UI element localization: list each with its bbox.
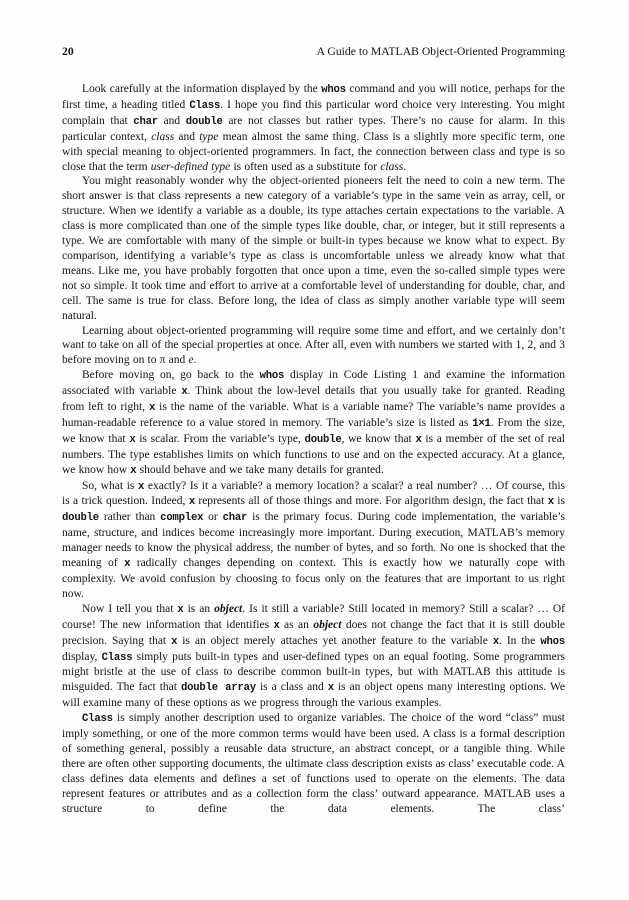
text-run: is scalar. From the variable’s type, xyxy=(135,432,305,445)
text-run: is a member of the set of real numbers. The type establishes limits on which functions to use and on the expected accuracy. At a glance, we know how xyxy=(62,432,565,476)
code-term: x xyxy=(181,386,188,399)
text-run: radically changes depending on context. This is exactly how we naturally cope with complexity. We avoid confusion by choosing to focus only on the features that are important to us right now. xyxy=(62,557,565,600)
page-body xyxy=(62,82,565,817)
code-term: x xyxy=(273,619,280,632)
text-run: , we know that xyxy=(341,432,416,445)
code-term: complex xyxy=(160,512,204,525)
bold-italic-term: object xyxy=(313,618,342,631)
code-term: whos xyxy=(259,370,285,383)
running-title: A Guide to MATLAB Object-Oriented Programming xyxy=(316,45,565,58)
text-run: display in Code Listing 1 and examine the information associated with variable xyxy=(62,369,566,398)
code-term: 1×1 xyxy=(472,417,491,430)
page-number: 20 xyxy=(62,45,74,58)
text-run: command and you will notice, perhaps for the first time, a heading titled xyxy=(62,83,565,111)
text-run: does not change the fact that it is still double precision. Saying that xyxy=(62,618,565,647)
text-run: is the primary focus. During code implementation, the variable’s name, structure, and indices become increasingly more important. During execution, MATLAB’s memory manager needs to know the physical address, the number of bytes, and so forth. No one is shocked that the meaning of xyxy=(62,511,565,570)
text-run: is an object opens many interesting options. We will examine many of these options as we progress through the various examples. xyxy=(62,681,566,710)
text-run: So, what is xyxy=(82,479,139,492)
text-run: is an object merely attaches yet another feature to the variable xyxy=(177,634,493,647)
paragraph xyxy=(62,82,565,174)
code-term: x xyxy=(129,433,136,446)
text-run: are not classes but rather types. There’s no cause for alarm. In this particular context, xyxy=(62,114,566,143)
code-term: Class xyxy=(101,651,133,664)
text-run: Now I tell you that xyxy=(82,602,178,615)
text-run: is simply another description used to organize variables. The choice of the word “class” must imply something, or one of the more common terms would have been used. A class is a formal description of something general, possibly a reusable data structure, an abstract concept, or a tangible thing. While there are often other supporting documents, the ultimate class description exists as class’ executable code. A class defines data elements and defines a set of functions used to operate on the elements. The data represent features or attributes and as a collection form the class’ outward appearance. MATLAB uses a structure to define the data elements. The class’ xyxy=(62,712,565,815)
text-run: . Think about the low-level details that you usually take for granted. Reading from left to right, xyxy=(62,385,565,414)
paragraph xyxy=(62,711,565,816)
code-term: double xyxy=(304,433,342,446)
text-run: represents all of those things and more. For algorithm design, the fact that xyxy=(194,495,548,508)
code-term: x xyxy=(138,480,145,493)
italic-term: class xyxy=(380,160,404,173)
text-run: exactly? Is it a variable? a memory location? a scalar? a real number? … Of course, this is a trick question. Indeed, xyxy=(62,479,565,508)
code-term: Class xyxy=(189,99,221,112)
code-term: double xyxy=(62,512,99,525)
text-run: as an xyxy=(279,618,314,631)
code-term: whos xyxy=(540,635,565,648)
code-term: double array xyxy=(180,682,256,695)
text-run: . In the xyxy=(498,634,541,647)
text-run: display, xyxy=(62,650,102,663)
text-run: simply puts built-in types and user-defined types on an equal footing. Some programmers might bristle at the use of class to describe common built-in types, but with MATLAB this attitude is misguided. The fact that xyxy=(62,650,566,694)
paragraph xyxy=(62,368,565,478)
text-run: . From the size, we know that xyxy=(62,416,566,445)
paragraph xyxy=(62,602,565,711)
code-term: whos xyxy=(321,84,346,96)
text-run: You might reasonably wonder why the object-oriented pioneers felt the need to coin a new term. The short answer is that class represents a new category of a variable’s type in the same vein as array, cell, or structure. When we identify a variable as a double, its type attaches certain expectations to the variable. A class is more complicated than one of the simple types like double, char, or integer, but it still represents a type. We are comfortable with many of the simple or built-in types because we know what to expect. By comparison, identifying a variable’s type as class is uncomfortable unless we already know what that means. Like me, you have probably forgotten that once upon a time, even the so-called simple types were not so simple. It took time and effort to arrive at a comfortable level of understanding for double, char, and cell. The same is true for class. Before long, the idea of class as simply another variable type will seem natural. xyxy=(62,175,565,322)
code-term: double xyxy=(185,115,223,128)
text-run: is a class and xyxy=(255,681,328,694)
code-term: x xyxy=(327,682,334,695)
paragraph xyxy=(62,174,565,323)
text-run: . xyxy=(403,160,407,173)
text-run: rather than xyxy=(98,511,161,524)
code-term: x xyxy=(177,603,184,616)
code-term: char xyxy=(133,115,158,128)
code-term: x xyxy=(124,558,131,571)
text-run: is the name of the variable. What is a variable name? The variable’s name provides a human-readable reference to a value stored in memory. The variable’s size is listed as xyxy=(62,401,565,429)
text-run: Look carefully at the information displayed by the xyxy=(82,83,322,95)
code-term: x xyxy=(149,402,156,415)
italic-term: type xyxy=(199,130,219,143)
text-run: Learning about object-oriented programming will require some time and effort, and we certainly don’t want to take on all of the special properties at once. After all, even with numbers we started with 1, 2, and 3 before moving on to π and xyxy=(62,324,565,367)
text-run: . I hope you find this particular word choice very interesting. You might complain that xyxy=(62,98,565,127)
code-term: x xyxy=(188,496,195,509)
page-header xyxy=(62,45,565,58)
text-run: should behave and we take many details for granted. xyxy=(136,463,384,476)
text-run: . xyxy=(193,354,197,367)
text-run: mean almost the same thing. Class is a slightly more specific term, one with special meaning to object-oriented programmers. In fact, the connection between class and type is so close that the term xyxy=(62,130,565,173)
paragraph xyxy=(62,324,565,369)
code-term: x xyxy=(547,496,554,509)
code-term: x xyxy=(171,635,178,648)
text-run: Before moving on, go back to the xyxy=(82,369,260,382)
italic-term: e xyxy=(188,354,194,367)
code-term: x xyxy=(415,433,422,446)
paragraph xyxy=(62,479,565,602)
code-term: x xyxy=(492,635,499,648)
italic-term: class xyxy=(151,130,175,143)
bold-italic-term: object xyxy=(214,602,243,615)
text-run: . Is it still a variable? Still located in memory? Still a scalar? … Of course! The new information that identifies xyxy=(62,602,565,631)
text-run: or xyxy=(203,511,223,524)
text-run: and xyxy=(174,130,200,143)
text-run: is xyxy=(553,495,565,508)
italic-term: user-defined type xyxy=(150,160,231,173)
code-term: x xyxy=(130,464,137,477)
text-run: is often used as a substitute for xyxy=(230,160,381,173)
text-run: and xyxy=(157,114,186,127)
text-run: is an xyxy=(183,602,215,615)
code-term: Class xyxy=(82,713,113,726)
code-term: char xyxy=(222,512,248,525)
